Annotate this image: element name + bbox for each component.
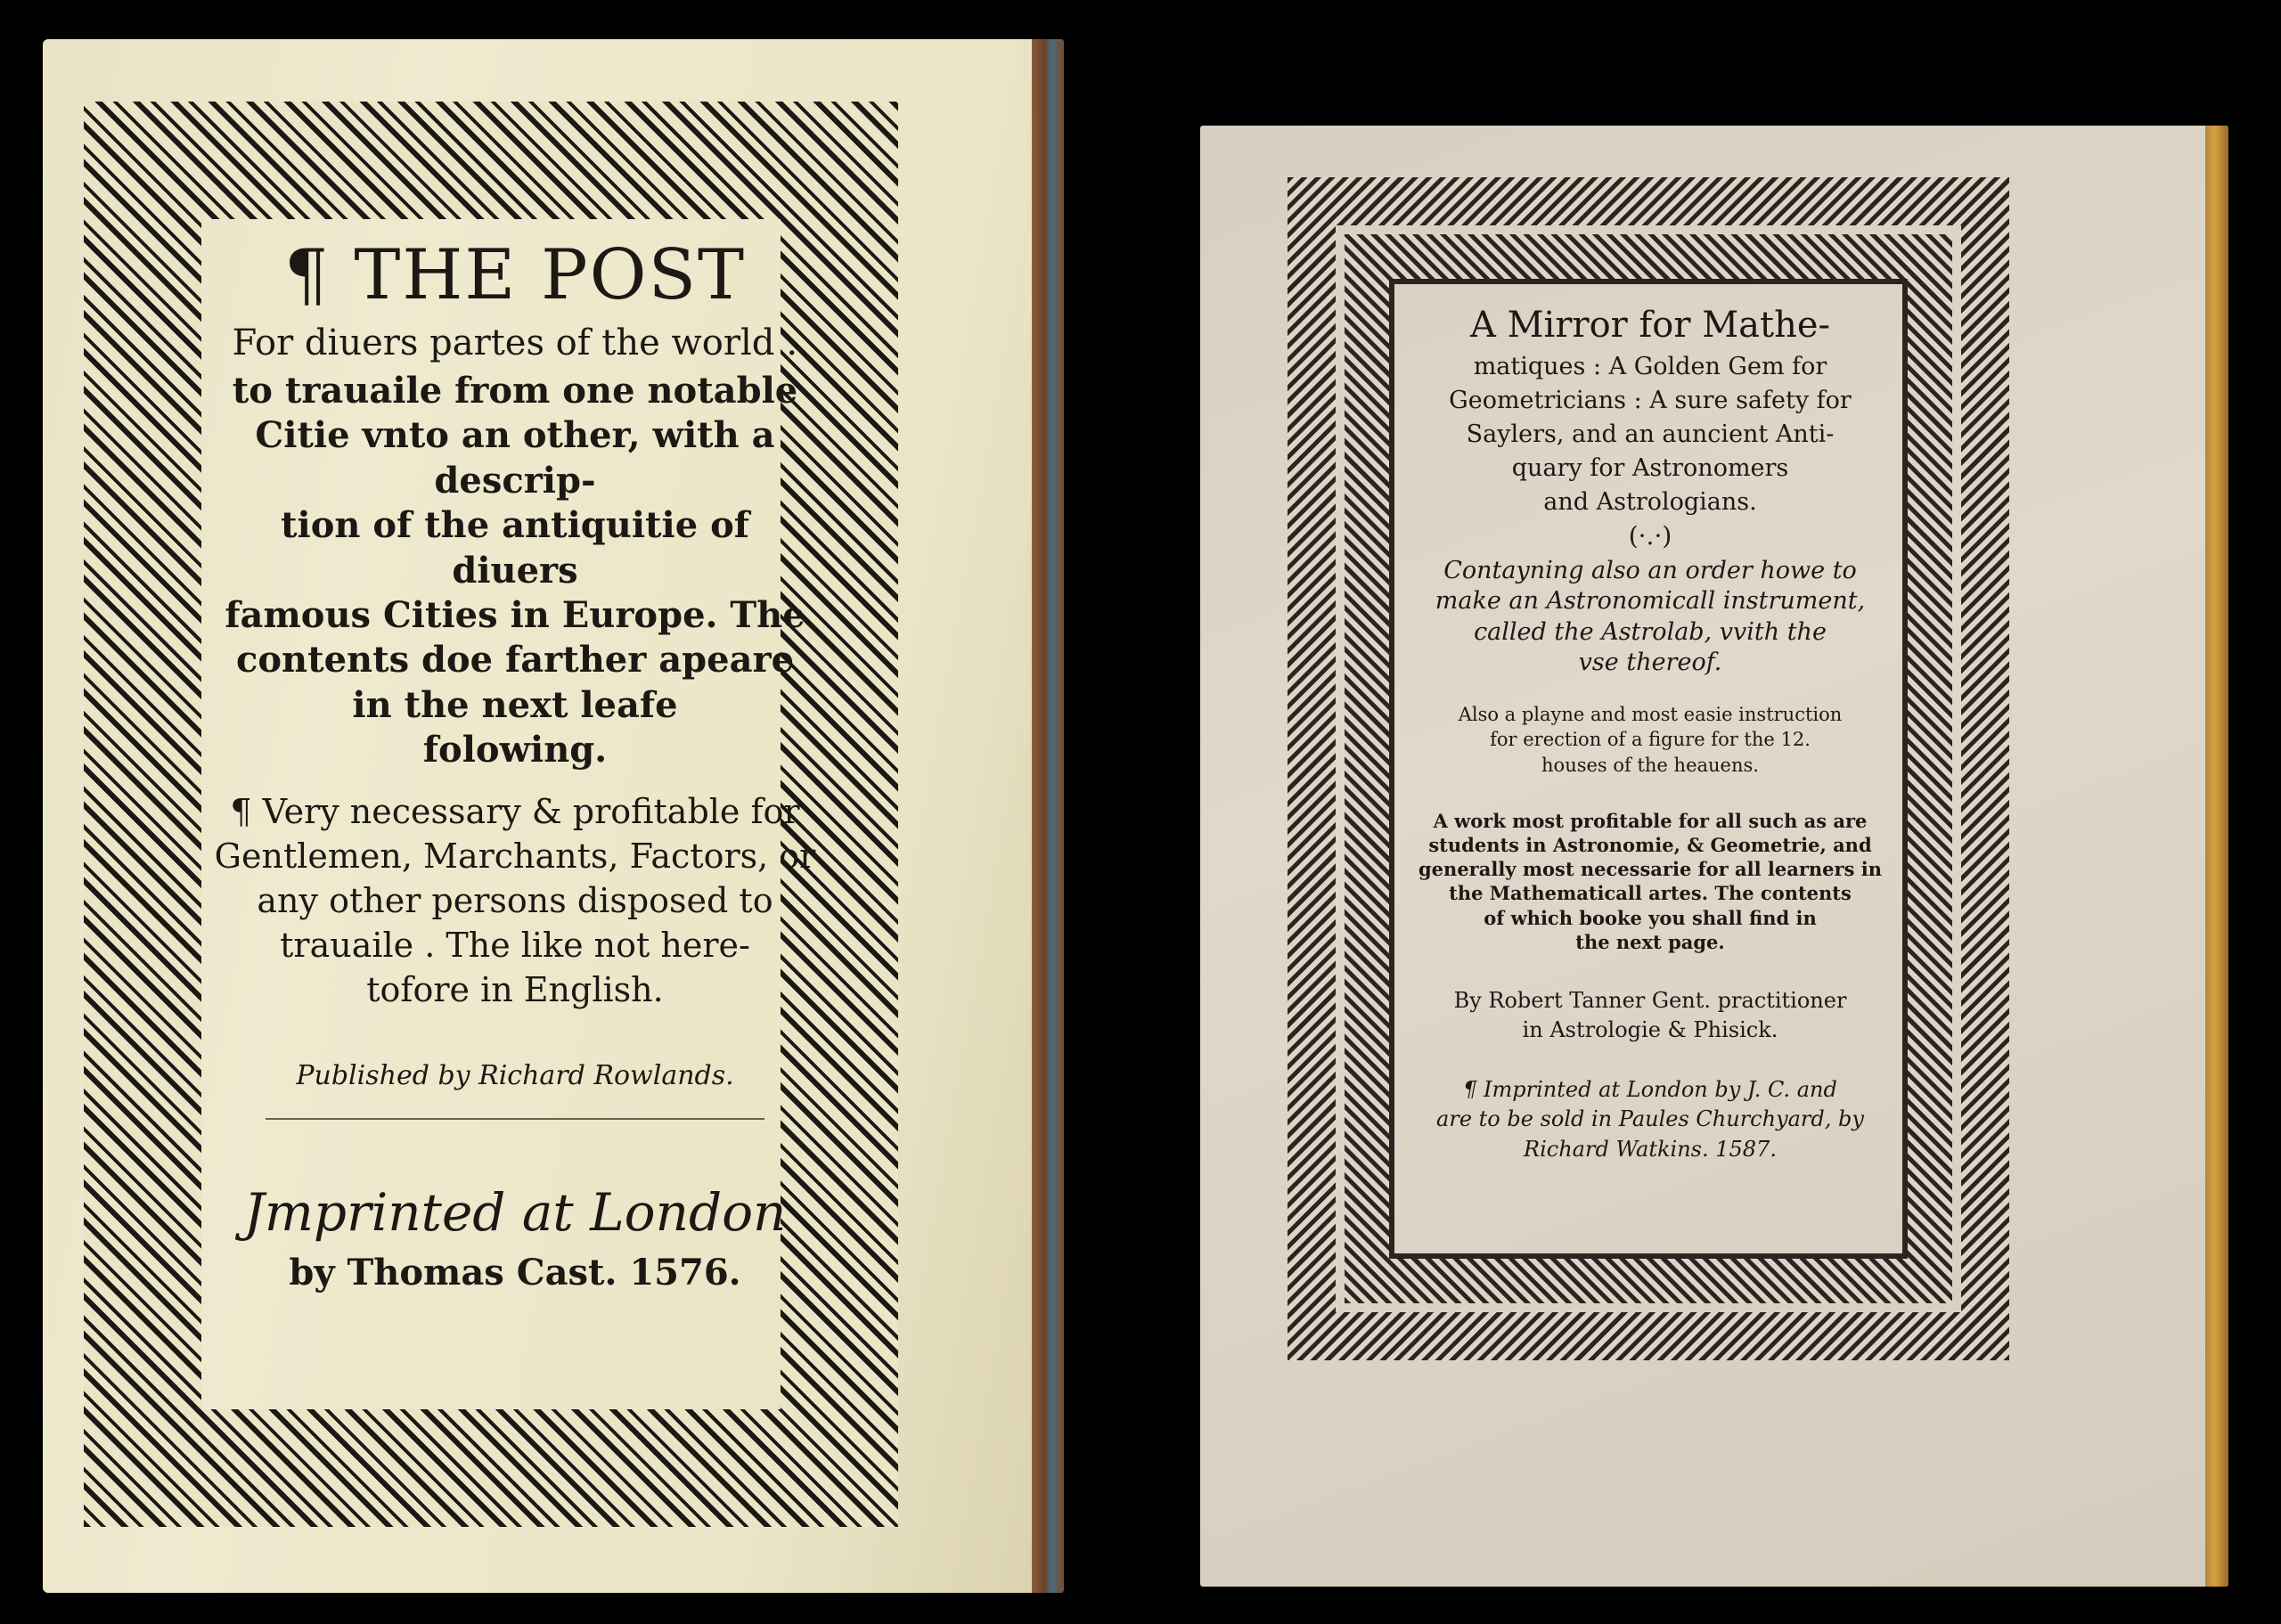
text-line: generally most necessarie for all learners in (1418, 858, 1882, 881)
roman-block (212, 789, 818, 1013)
title-line: A Mirror for Mathe- (1469, 305, 1831, 346)
title-line: Geometricians : A sure safety for (1449, 386, 1852, 414)
title: ¶ THE POST (283, 235, 747, 315)
text-line: Richard Watkins. 1587. (1524, 1136, 1777, 1162)
text-line: the Mathematicall artes. The contents (1449, 882, 1852, 905)
text-line: any other persons disposed to (257, 880, 773, 920)
author (1414, 986, 1886, 1044)
title-block (1414, 304, 1886, 518)
ornament-mark: (·.·) (1628, 520, 1672, 551)
blackletter-block (1414, 809, 1886, 955)
imprint (1414, 1075, 1886, 1165)
text-line: of which booke you shall find in (1484, 906, 1817, 929)
text-line: to trauaile from one notable (232, 370, 798, 412)
left-title-text (212, 235, 818, 1293)
text-line: A work most profitable for all such as are (1433, 809, 1868, 832)
title-line: Saylers, and an auncient Anti- (1466, 420, 1835, 448)
text-line: vse thereof. (1578, 649, 1722, 677)
divider (266, 1118, 764, 1120)
text-line: folowing. (422, 729, 608, 771)
left-title-page (43, 39, 1064, 1593)
text-line: Gentlemen, Marchants, Factors, or (214, 836, 816, 876)
title-line: matiques : A Golden Gem for (1473, 352, 1827, 380)
book-spine-edge (1032, 39, 1064, 1593)
text-line: ¶ Very necessary & profitable for (230, 791, 800, 831)
text-line: are to be sold in Paules Churchyard, by (1436, 1106, 1864, 1132)
text-line: tofore in English. (366, 970, 664, 1010)
text-line: in Astrologie & Phisick. (1522, 1016, 1778, 1042)
text-line: called the Astrolab, vvith the (1474, 617, 1827, 646)
right-title-text (1414, 304, 1886, 1164)
title-line: and Astrologians. (1543, 487, 1757, 516)
text-line: By Robert Tanner Gent. practitioner (1453, 988, 1847, 1014)
text-line: Contayning also an order howe to (1443, 556, 1857, 584)
italic-block (1414, 556, 1886, 679)
subtitle: For diuers partes of the world : (232, 322, 798, 363)
printer: by Thomas Cast. 1576. (289, 1252, 741, 1294)
imprint: Jmprinted at London (243, 1182, 787, 1244)
text-line: make an Astronomicall instrument, (1435, 587, 1866, 616)
text-line: Citie vnto an other, with a descrip- (255, 414, 775, 502)
publisher: Published by Richard Rowlands. (296, 1060, 734, 1092)
text-line: contents doe farther apeare (235, 639, 795, 681)
text-line: ¶ Imprinted at London by J. C. and (1463, 1076, 1837, 1102)
text-line: tion of the antiquitie of diuers (281, 504, 749, 592)
right-title-page (1200, 126, 2228, 1587)
text-line: the next page. (1575, 930, 1725, 953)
text-line: for erection of a figure for the 12. (1490, 729, 1811, 751)
blackletter-block (212, 369, 818, 773)
instruction-block (1414, 702, 1886, 779)
text-line: famous Cities in Europe. The (225, 593, 805, 636)
text-line: students in Astronomie, & Geometrie, and (1428, 833, 1872, 856)
text-line: Also a playne and most easie instruction (1458, 703, 1843, 725)
gilt-edge (2205, 126, 2228, 1587)
text-line: trauaile . The like not here- (280, 925, 750, 965)
text-line: houses of the heauens. (1541, 754, 1759, 776)
text-line: in the next leafe (352, 683, 678, 726)
title-line: quary for Astronomers (1511, 453, 1789, 482)
